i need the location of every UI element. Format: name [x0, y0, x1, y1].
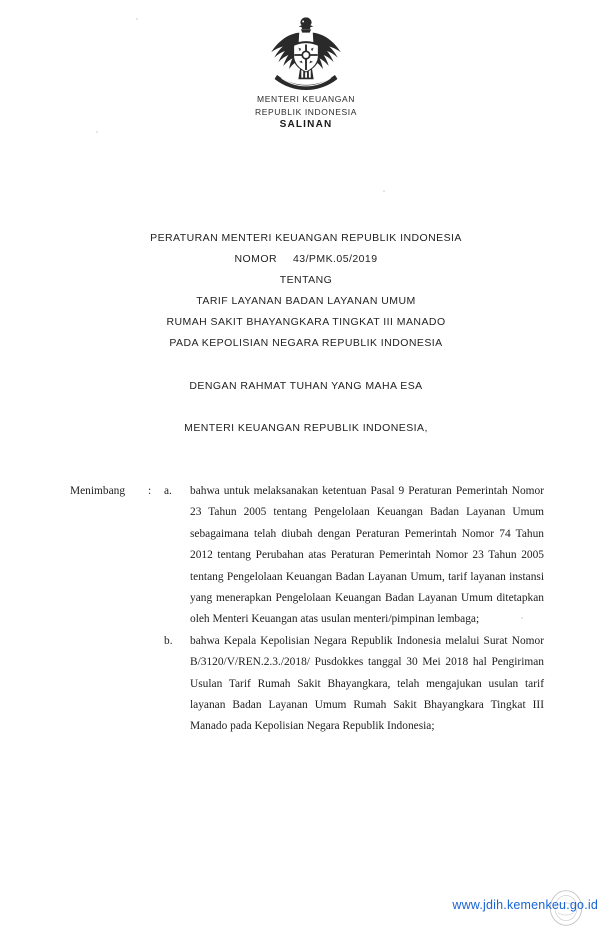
considering-item-b — [70, 631, 544, 738]
considering-item-text-a: bahwa untuk melaksanakan ketentuan Pasal 9 Peraturan Pemerintah Nomor 23 Tahun 2005 tentang Pengelolaan Keuangan Badan Layanan Umum sebagaimana telah diubah dengan Peraturan Pemerintah Nomor 74 Tahun 2012 tentang Perubahan atas Peraturan Pemerintah Nomor 23 Tahun 2005 tentang Pengelolaan Keuangan Badan Layanan Umum, tarif layanan instansi yang menerapkan Pengelolaan Keuangan Badan Layanan Umum ditetapkan oleh Menteri Keuangan atas usulan menteri/pimpinan lembaga; — [190, 485, 544, 626]
subject-line-3: PADA KEPOLISIAN NEGARA REPUBLIK INDONESIA — [169, 337, 443, 349]
preamble-block — [0, 376, 612, 439]
garuda-pancasila-emblem — [263, 14, 349, 92]
blessing-line: DENGAN RAHMAT TUHAN YANG MAHA ESA — [189, 380, 423, 392]
subject-line-1: TARIF LAYANAN BADAN LAYANAN UMUM — [196, 295, 416, 307]
authority-line: MENTERI KEUANGAN REPUBLIK INDONESIA, — [184, 422, 428, 434]
considering-label: Menimbang — [70, 485, 126, 497]
considering-item-letter-b: b. — [164, 634, 173, 647]
ministry-name-line2: REPUBLIK INDONESIA — [255, 107, 357, 117]
ministry-name-line1: MENTERI KEUANGAN — [257, 94, 355, 104]
document-header — [0, 14, 612, 130]
considering-item-letter-a: a. — [164, 485, 172, 497]
nomor-label: NOMOR — [234, 253, 277, 265]
considering-section — [70, 481, 544, 738]
scan-stamp-icon — [542, 886, 590, 930]
regulation-title: PERATURAN MENTERI KEUANGAN REPUBLIK INDONESIA — [150, 232, 462, 244]
considering-colon: : — [148, 485, 152, 497]
regulation-number-row — [0, 249, 612, 270]
copy-label: SALINAN — [279, 119, 333, 130]
nomor-value: 43/PMK.05/2019 — [292, 253, 378, 265]
considering-item-a — [70, 481, 544, 631]
considering-item-text-b: bahwa Kepala Kepolisian Negara Republik Indonesia melalui Surat Nomor B/3120/V/REN.2.3./2018/ Pusdokkes tanggal 30 Mei 2018 hal Pengiriman Usulan Tarif Rumah Sakit Bhayangkara, telah mengajukan usulan tarif layanan Badan Layanan Umum Rumah Sakit Bhayangkara Tingkat III Manado pada Kepolisian Negara Republik Indonesia; — [190, 634, 544, 733]
document-title-block — [0, 228, 612, 354]
about-label: TENTANG — [279, 274, 333, 286]
footer-url[interactable]: www.jdih.kemenkeu.go.id — [452, 898, 598, 912]
subject-line-2: RUMAH SAKIT BHAYANGKARA TINGKAT III MANADO — [166, 316, 446, 328]
